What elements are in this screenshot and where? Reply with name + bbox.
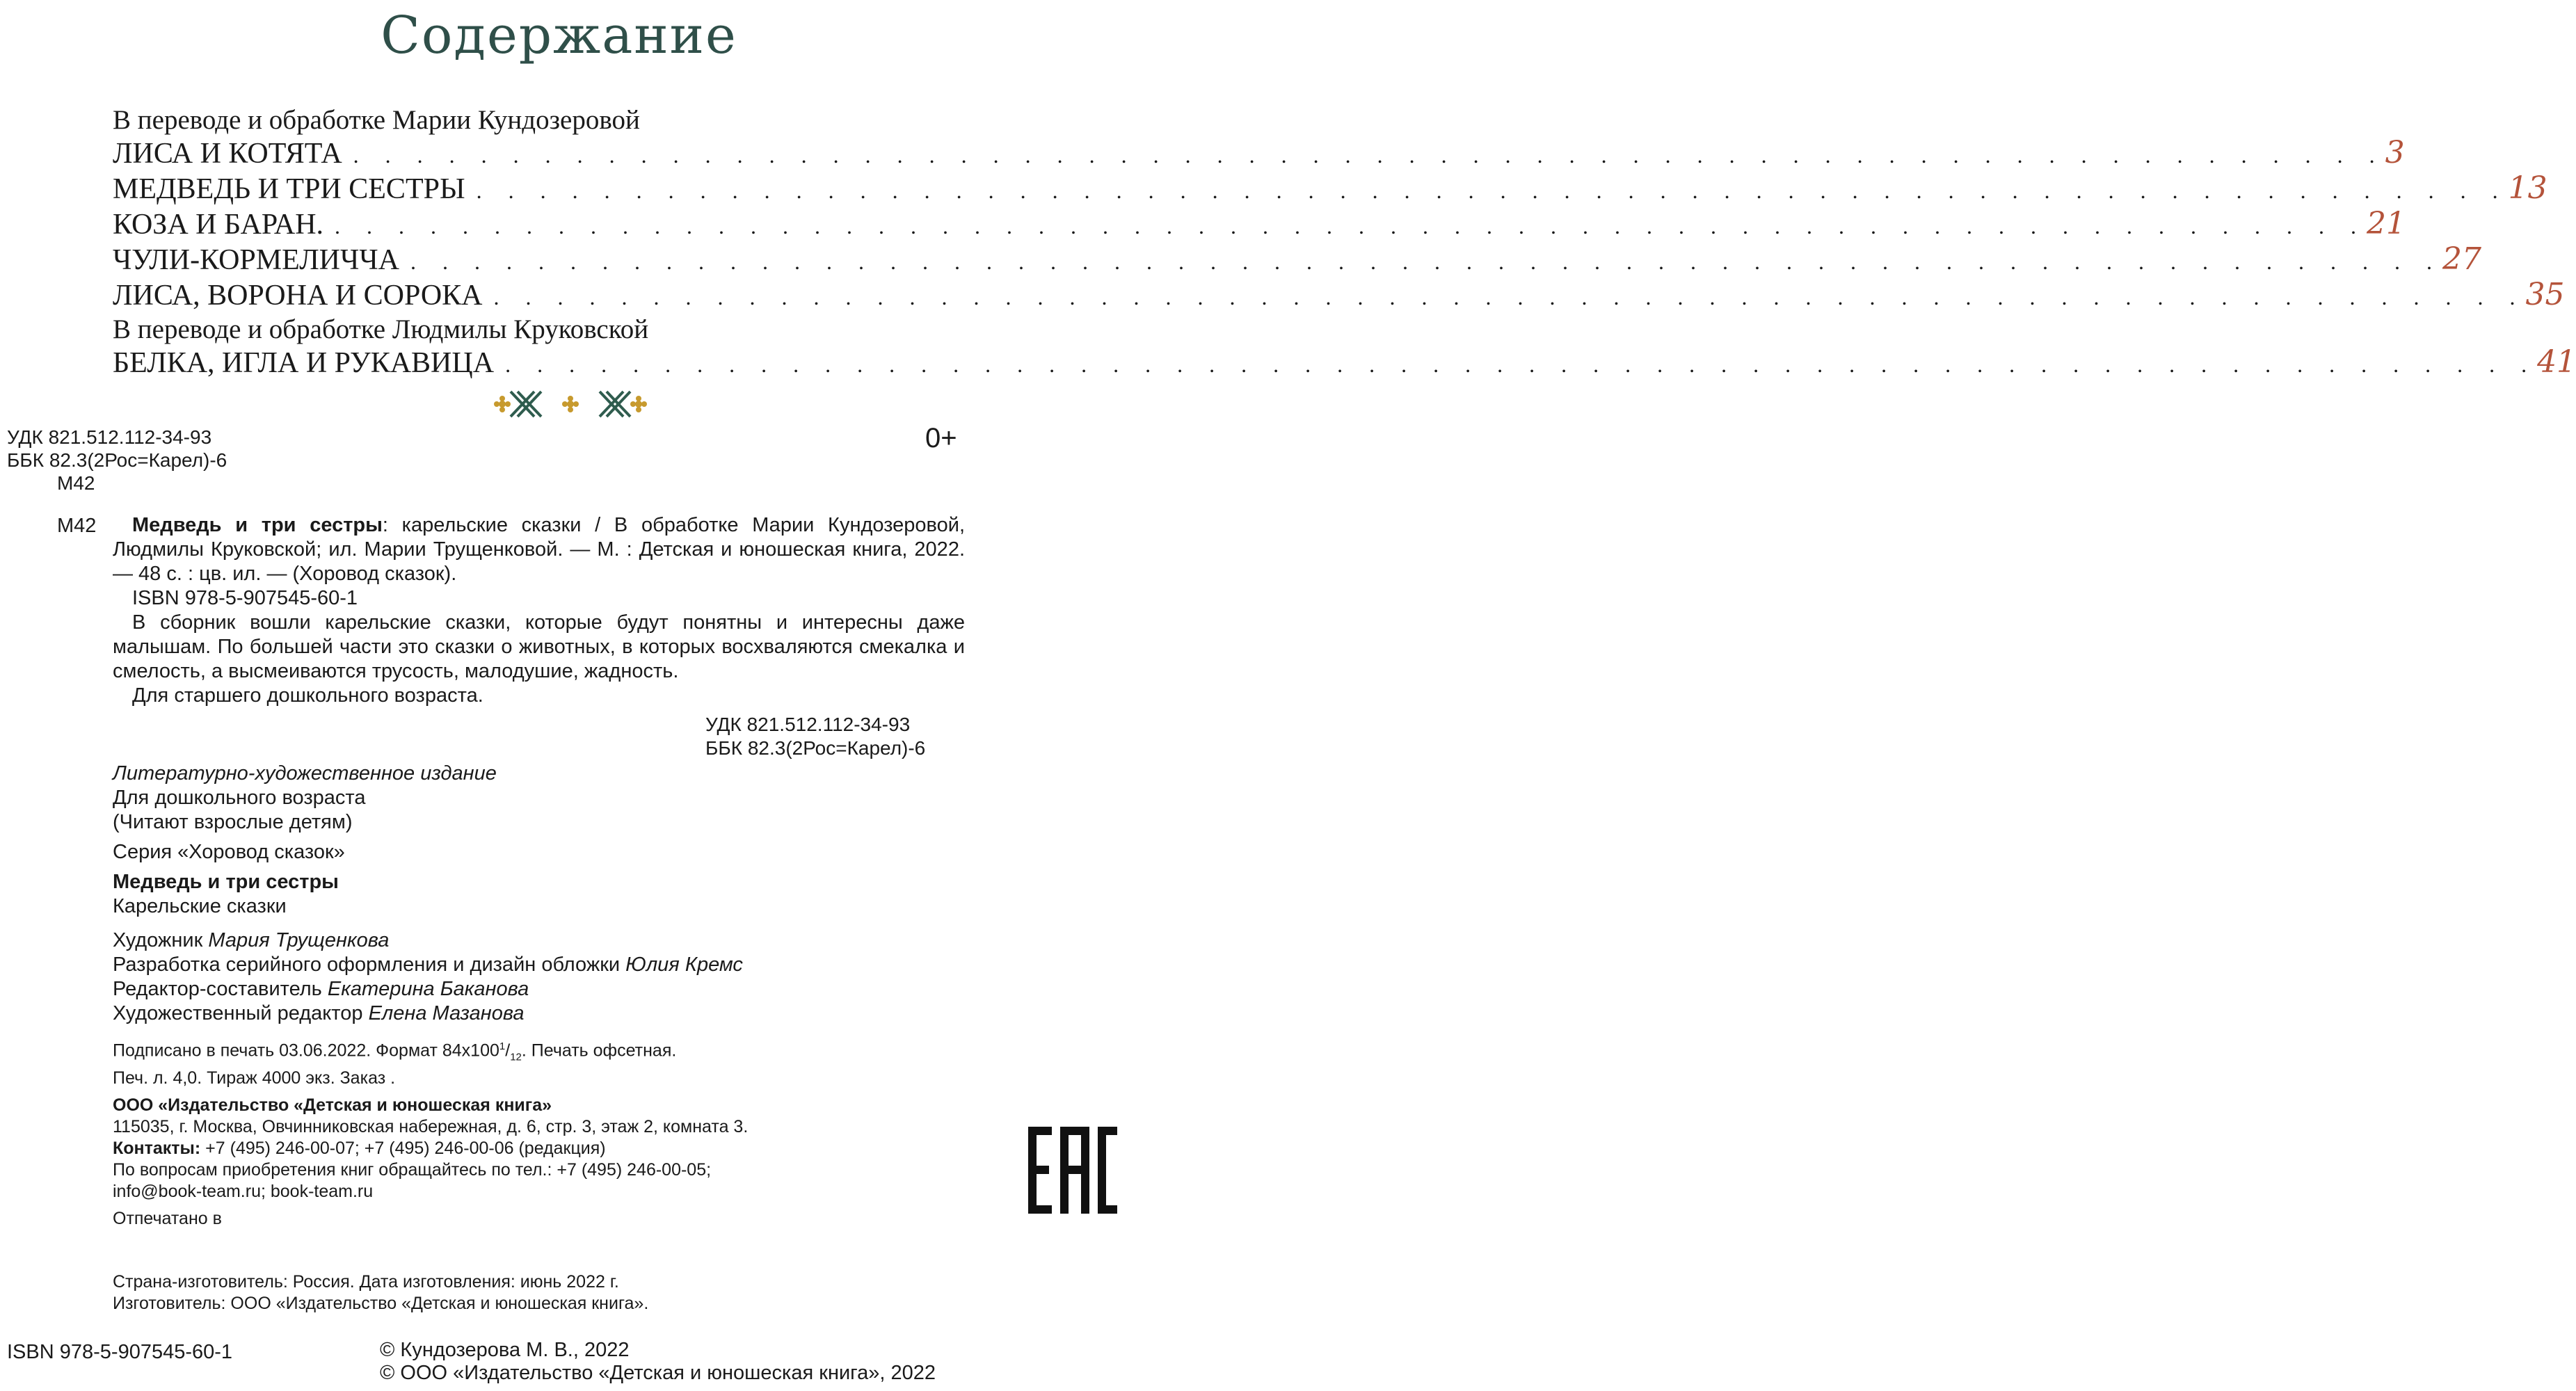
biblio-title: Медведь и три сестры xyxy=(132,514,383,536)
flower-icon xyxy=(630,396,647,412)
bbk-code: ББК 82.3(2Рос=Карел)-6 xyxy=(705,737,926,759)
copyright-author: © Кундозерова М. В., 2022 xyxy=(380,1339,630,1361)
manufacturer: Изготовитель: ООО «Издательство «Детская и юношеская книга». xyxy=(113,1294,649,1314)
copyright-publisher: © ООО «Издательство «Детская и юношеская книга», 2022 xyxy=(380,1362,936,1384)
credit-name: Юлия Кремс xyxy=(625,954,743,976)
footer-isbn: ISBN 978-5-907545-60-1 xyxy=(7,1341,233,1363)
credit-name: Екатерина Баканова xyxy=(327,978,529,1000)
udk-code: УДК 821.512.112-34-93 xyxy=(7,426,212,448)
toc-entry[interactable] xyxy=(113,135,2405,172)
credit-name: Мария Трущенкова xyxy=(208,929,390,951)
publisher-contacts xyxy=(113,1138,1017,1159)
print-run: Печ. л. 4,0. Тираж 4000 экз. Заказ . xyxy=(113,1068,396,1088)
toc-entry-title: ЛИСА, ВОРОНА И СОРОКА xyxy=(113,280,483,312)
book-subtitle: Карельские сказки xyxy=(113,895,287,917)
toc-page-number: 3 xyxy=(2385,135,2405,170)
toc-entry[interactable] xyxy=(113,241,2481,278)
format-fraction-num: 1 xyxy=(499,1040,506,1052)
print-type: . Печать офсетная. xyxy=(521,1040,677,1061)
biblio-isbn: ISBN 978-5-907545-60-1 xyxy=(132,587,358,609)
credit-line xyxy=(113,977,1017,1002)
credit-line xyxy=(113,1002,1017,1026)
page-title: Содержание xyxy=(381,6,737,65)
format-fraction-den: 12 xyxy=(510,1051,522,1063)
biblio-abstract: В сборник вошли карельские сказки, которые будут понятны и интересны даже малышам. По большей части это сказки о животных, в которых восхваляются смекалка и смелость, а высмеиваются трусость, малодушие, жадность. xyxy=(113,611,965,682)
toc-leader-dots: . . . . . . . . . . . . . . . . . . . . . . . . . . . . . . . . . . . . . . . . . . . . . . . . . . . . . . . . . . . . . . . . xyxy=(505,352,2538,377)
biblio-details: : карельские сказки / В обработке Марии Кундозеровой, Людмилы Круковской; ил. Марии Трущенковой. — М. : Детская и юношеская книга, 2022. — 48 с. : цв. ил. — (Хоровод сказок). xyxy=(113,514,966,585)
toc-page-number: 13 xyxy=(2508,170,2547,206)
toc-entry[interactable] xyxy=(113,277,2565,314)
toc-page-number: 41 xyxy=(2537,344,2576,380)
ornament-divider-icon xyxy=(487,386,654,422)
print-format: Подписано в печать 03.06.2022. Формат 84x100 xyxy=(113,1040,499,1061)
country-of-manufacture: Страна-изготовитель: Россия. Дата изготовления: июнь 2022 г. xyxy=(113,1272,619,1292)
cross-pattern-icon xyxy=(511,392,541,417)
toc-entry-title: БЕЛКА, ИГЛА И РУКАВИЦА xyxy=(113,347,495,379)
toc-entry-title: ЧУЛИ-КОРМЕЛИЧЧА xyxy=(113,244,399,276)
toc-leader-dots: . . . . . . . . . . . . . . . . . . . . . . . . . . . . . . . . . . . . . . . . . . . . . . . . . . . . . . . . . . . . . . . . xyxy=(493,284,2526,309)
toc-entry[interactable] xyxy=(113,206,2406,243)
edition-type: Литературно-художественное издание xyxy=(113,762,497,785)
flower-icon xyxy=(494,396,511,412)
table-of-contents xyxy=(113,104,2576,381)
flower-icon xyxy=(562,396,579,412)
age-rating-badge: 0+ xyxy=(925,423,957,453)
credit-role: Разработка серийного оформления и дизайн обложки xyxy=(113,954,621,976)
toc-leader-dots: . . . . . . . . . . . . . . . . . . . . . . . . . . . . . . . . . . . . . . . . . . . . . . . . . . . . . . . . . . . . . . . . xyxy=(410,249,2442,274)
toc-leader-dots: . . . . . . . . . . . . . . . . . . . . . . . . . . . . . . . . . . . . . . . . . . . . . . . . . . . . . . . . . . . . . . . . xyxy=(353,143,2385,168)
bibliographic-record xyxy=(113,513,965,708)
age-group: Для дошкольного возраста xyxy=(113,787,366,809)
credit-line xyxy=(113,928,1017,953)
biblio-description xyxy=(113,513,965,586)
author-mark: М42 xyxy=(57,472,95,494)
contacts-phones: +7 (495) 246-00-07; +7 (495) 246-00-06 (редакция) xyxy=(200,1139,606,1159)
toc-entry[interactable] xyxy=(113,170,2547,207)
toc-page-number: 35 xyxy=(2525,277,2565,312)
toc-entry[interactable] xyxy=(113,344,2576,381)
publisher-name: ООО «Издательство «Детская и юношеская книга» xyxy=(113,1095,552,1116)
printed-in: Отпечатано в xyxy=(113,1209,222,1229)
toc-entry-title: КОЗА И БАРАН. xyxy=(113,209,324,241)
credit-name: Елена Мазанова xyxy=(368,1002,525,1024)
credit-role: Художник xyxy=(113,929,203,951)
toc-leader-dots: . . . . . . . . . . . . . . . . . . . . . . . . . . . . . . . . . . . . . . . . . . . . . . . . . . . . . . . . . . . . . . . . xyxy=(476,178,2509,203)
eac-logo xyxy=(1028,1127,1117,1214)
toc-leader-dots: . . . . . . . . . . . . . . . . . . . . . . . . . . . . . . . . . . . . . . . . . . . . . . . . . . . . . . . . . . . . . . . . xyxy=(335,214,2367,239)
sales-contacts: По вопросам приобретения книг обращайтесь по тел.: +7 (495) 246-00-05; xyxy=(113,1160,712,1180)
print-details: Подписано в печать 03.06.2022. Формат $84x100^1/_{12}$. Печать офсетная. xyxy=(113,1040,677,1063)
cross-pattern-icon xyxy=(600,392,630,417)
series-name: Серия «Хоровод сказок» xyxy=(113,841,345,863)
toc-entry-title: ЛИСА И КОТЯТА xyxy=(113,138,342,170)
contacts-label: Контакты: xyxy=(113,1139,201,1159)
credit-role: Редактор-составитель xyxy=(113,978,322,1000)
toc-entry-title: МЕДВЕДЬ И ТРИ СЕСТРЫ xyxy=(113,173,465,205)
footer-copyright xyxy=(380,1339,936,1385)
toc-section-subtitle: В переводе и обработке Людмилы Круковской xyxy=(113,314,649,344)
biblio-author-mark: М42 xyxy=(57,515,97,537)
credit-line xyxy=(113,953,1017,977)
web-contacts[interactable]: info@book-team.ru; book-team.ru xyxy=(113,1182,374,1202)
toc-page-number: 21 xyxy=(2367,206,2406,241)
biblio-classification xyxy=(705,713,925,760)
classification-block xyxy=(7,426,227,495)
toc-page-number: 27 xyxy=(2442,241,2481,277)
reading-note: (Читают взрослые детям) xyxy=(113,811,353,833)
bbk-code: ББК 82.3(2Рос=Карел)-6 xyxy=(7,449,227,471)
book-title: Медведь и три сестры xyxy=(113,871,339,893)
credit-role: Художественный редактор xyxy=(113,1002,363,1024)
imprint-block xyxy=(113,762,1017,1314)
publisher-address: 115035, г. Москва, Овчинниковская набережная, д. 6, стр. 3, этаж 2, комната 3. xyxy=(113,1117,749,1137)
biblio-audience: Для старшего дошкольного возраста. xyxy=(132,684,483,707)
toc-section-subtitle: В переводе и обработке Марии Кундозеровой xyxy=(113,105,640,135)
udk-code: УДК 821.512.112-34-93 xyxy=(705,714,911,735)
